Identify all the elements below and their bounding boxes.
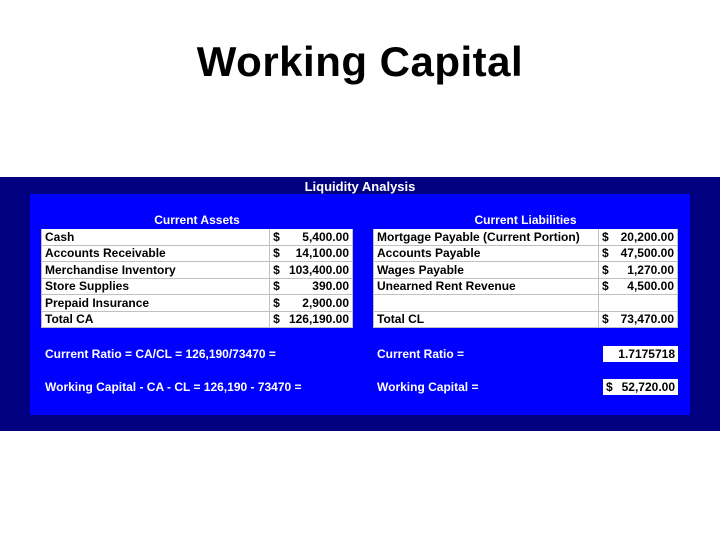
- liability-amount-cell[interactable]: [599, 295, 678, 312]
- amount-value: 126,190.00: [288, 312, 349, 327]
- working-capital-amount: 52,720.00: [621, 380, 675, 394]
- current-ratio-label: Current Ratio =: [373, 346, 599, 362]
- currency-symbol: $: [273, 312, 280, 327]
- asset-label-cell[interactable]: Prepaid Insurance: [42, 295, 270, 312]
- amount-value: 5,400.00: [302, 229, 349, 244]
- liability-label-cell[interactable]: Wages Payable: [374, 262, 599, 279]
- currency-symbol: $: [602, 312, 609, 327]
- asset-label-cell[interactable]: Store Supplies: [42, 278, 270, 295]
- current-ratio-formula: Current Ratio = CA/CL = 126,190/73470 =: [41, 346, 353, 362]
- liability-label-cell[interactable]: [374, 295, 599, 312]
- asset-row: [42, 229, 353, 246]
- currency-symbol: $: [602, 262, 609, 277]
- asset-label-cell[interactable]: Total CA: [42, 311, 270, 328]
- amount-value: 14,100.00: [295, 246, 349, 261]
- current-liabilities-table: [373, 211, 678, 328]
- currency-symbol: $: [273, 295, 280, 310]
- amount-value: 103,400.00: [288, 262, 349, 277]
- amount-value: 4,500.00: [627, 279, 674, 294]
- currency-symbol: $: [273, 262, 280, 277]
- working-capital-formula: Working Capital - CA - CL = 126,190 - 73470 =: [41, 379, 353, 395]
- amount-value: 390.00: [312, 279, 349, 294]
- liability-amount-cell[interactable]: [599, 245, 678, 262]
- working-capital-currency: $: [606, 380, 613, 394]
- current-assets-table: [41, 211, 353, 328]
- slide-title: Working Capital: [196, 38, 524, 85]
- asset-amount-cell[interactable]: [270, 295, 353, 312]
- amount-value: 73,470.00: [620, 312, 674, 327]
- working-capital-value: [603, 379, 678, 395]
- currency-symbol: $: [602, 229, 609, 244]
- asset-amount-cell[interactable]: [270, 262, 353, 279]
- current-ratio-value: 1.7175718: [603, 346, 678, 362]
- currency-symbol: $: [273, 229, 280, 244]
- liability-row: [374, 229, 678, 246]
- currency-symbol: $: [273, 279, 280, 294]
- liability-row: [374, 262, 678, 279]
- currency-symbol: $: [602, 279, 609, 294]
- amount-value: 20,200.00: [620, 229, 674, 244]
- amount-value: 2,900.00: [302, 295, 349, 310]
- asset-row: [42, 295, 353, 312]
- amount-value: 47,500.00: [620, 246, 674, 261]
- asset-amount-cell[interactable]: [270, 245, 353, 262]
- asset-amount-cell[interactable]: [270, 278, 353, 295]
- asset-amount-cell[interactable]: [270, 311, 353, 328]
- liability-row: [374, 295, 678, 312]
- asset-label-cell[interactable]: Accounts Receivable: [42, 245, 270, 262]
- sheet-title: Liquidity Analysis: [304, 179, 416, 194]
- liability-amount-cell[interactable]: [599, 278, 678, 295]
- current-assets-header: Current Assets: [42, 212, 353, 229]
- liability-label-cell[interactable]: Total CL: [374, 311, 599, 328]
- liability-label-cell[interactable]: Mortgage Payable (Current Portion): [374, 229, 599, 246]
- liability-row: [374, 245, 678, 262]
- asset-row: [42, 262, 353, 279]
- asset-row: [42, 245, 353, 262]
- liability-label-cell[interactable]: Unearned Rent Revenue: [374, 278, 599, 295]
- asset-label-cell[interactable]: Merchandise Inventory: [42, 262, 270, 279]
- liability-total-row: [374, 311, 678, 328]
- liability-amount-cell[interactable]: [599, 262, 678, 279]
- asset-row: [42, 278, 353, 295]
- working-capital-label: Working Capital =: [373, 379, 599, 395]
- currency-symbol: $: [602, 246, 609, 261]
- liability-label-cell[interactable]: Accounts Payable: [374, 245, 599, 262]
- liability-row: [374, 278, 678, 295]
- asset-total-row: [42, 311, 353, 328]
- asset-amount-cell[interactable]: [270, 229, 353, 246]
- asset-label-cell[interactable]: Cash: [42, 229, 270, 246]
- liability-amount-cell[interactable]: [599, 229, 678, 246]
- liability-amount-cell[interactable]: [599, 311, 678, 328]
- amount-value: 1,270.00: [627, 262, 674, 277]
- currency-symbol: $: [273, 246, 280, 261]
- current-liabilities-header: Current Liabilities: [374, 212, 678, 229]
